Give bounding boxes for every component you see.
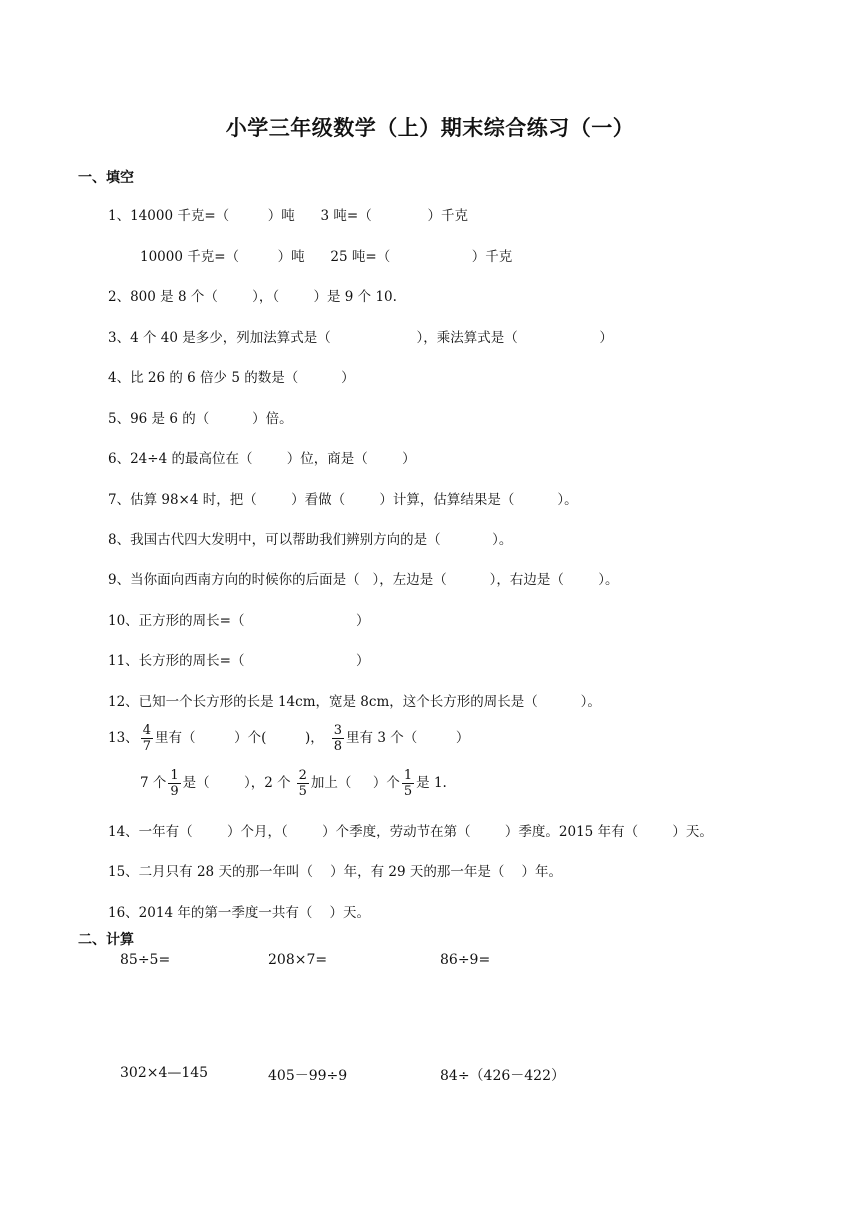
section-heading-fill-blanks: 一、填空 (78, 170, 134, 186)
fraction-2-5 (297, 768, 309, 799)
question-6: 6、24÷4 的最高位在（ ）位，商是（ ） (108, 451, 416, 467)
calc-problem-1: 85÷5= (120, 952, 171, 968)
question-9: 9、当你面向西南方向的时候你的后面是（ ），左边是（ ），右边是（ ）。 (108, 572, 619, 588)
fraction-numerator: 4 (142, 722, 151, 738)
question-2: 2、800 是 8 个（ ），（ ）是 9 个 10. (108, 289, 397, 305)
question-15: 15、二月只有 28 天的那一年叫（ ）年，有 29 天的那一年是（ ）年。 (108, 864, 563, 880)
fraction-3-8 (332, 723, 344, 754)
fraction-denominator: 5 (298, 783, 307, 799)
fraction-numerator: 2 (298, 767, 307, 783)
question-7: 7、估算 98×4 时，把（ ）看做（ ）计算，估算结果是（ ）。 (108, 492, 578, 508)
section-heading-calculation: 二、计算 (78, 932, 134, 948)
fraction-denominator: 9 (170, 783, 179, 799)
calc-problem-4: 302×4—145 (120, 1065, 209, 1081)
question-16: 16、2014 年的第一季度一共有（ ）天。 (108, 905, 370, 921)
fraction-denominator: 7 (142, 738, 151, 754)
fraction-denominator: 8 (333, 738, 343, 754)
question-13-text-5: 加上（ ）个 (310, 775, 400, 791)
question-12: 12、已知一个长方形的长是 14cm，宽是 8cm，这个长方形的周长是（ ）。 (108, 694, 601, 710)
question-13b (140, 762, 447, 804)
fraction-numerator: 3 (333, 722, 343, 738)
fraction-1-5 (402, 768, 414, 799)
calc-problem-2: 208×7= (268, 952, 328, 968)
fraction-numerator: 1 (170, 767, 179, 783)
question-3: 3、4 个 40 是多少，列加法算式是（ ），乘法算式是（ ） (108, 330, 613, 346)
question-8: 8、我国古代四大发明中，可以帮助我们辨别方向的是（ ）。 (108, 532, 513, 548)
fraction-numerator: 1 (403, 767, 413, 783)
question-1b: 10000 千克=（ ）吨 25 吨=（ ）千克 (140, 249, 513, 265)
question-11: 11、长方形的周长=（ ） (108, 653, 370, 669)
question-13-text-1: 里有（ ）个( )， (154, 730, 324, 746)
question-13-number: 13、 (108, 730, 139, 746)
question-5: 5、96 是 6 的（ ）倍。 (108, 411, 293, 427)
question-13-text-3: 7 个 (140, 775, 167, 791)
question-13-text-4: 是（ ），2 个 (182, 775, 291, 791)
question-10: 10、正方形的周长=（ ） (108, 613, 370, 629)
fraction-denominator: 5 (403, 783, 413, 799)
question-4: 4、比 26 的 6 倍少 5 的数是（ ） (108, 370, 355, 386)
calc-problem-6: 84÷（426－422） (440, 1068, 565, 1084)
question-13-text-6: 是 1. (416, 775, 447, 791)
question-13a (108, 718, 469, 758)
question-1a: 1、14000 千克=（ ）吨 3 吨=（ ）千克 (108, 208, 468, 224)
fraction-4-7 (141, 723, 153, 754)
question-14: 14、一年有（ ）个月，（ ）个季度，劳动节在第（ ）季度。2015 年有（ ）天。 (108, 824, 713, 840)
calc-problem-3: 86÷9= (440, 952, 491, 968)
calc-problem-5: 405－99÷9 (268, 1068, 348, 1084)
page-title: 小学三年级数学（上）期末综合练习（一） (225, 115, 635, 140)
fraction-1-9 (168, 768, 180, 799)
question-13-text-2: 里有 3 个（ ） (346, 730, 470, 746)
